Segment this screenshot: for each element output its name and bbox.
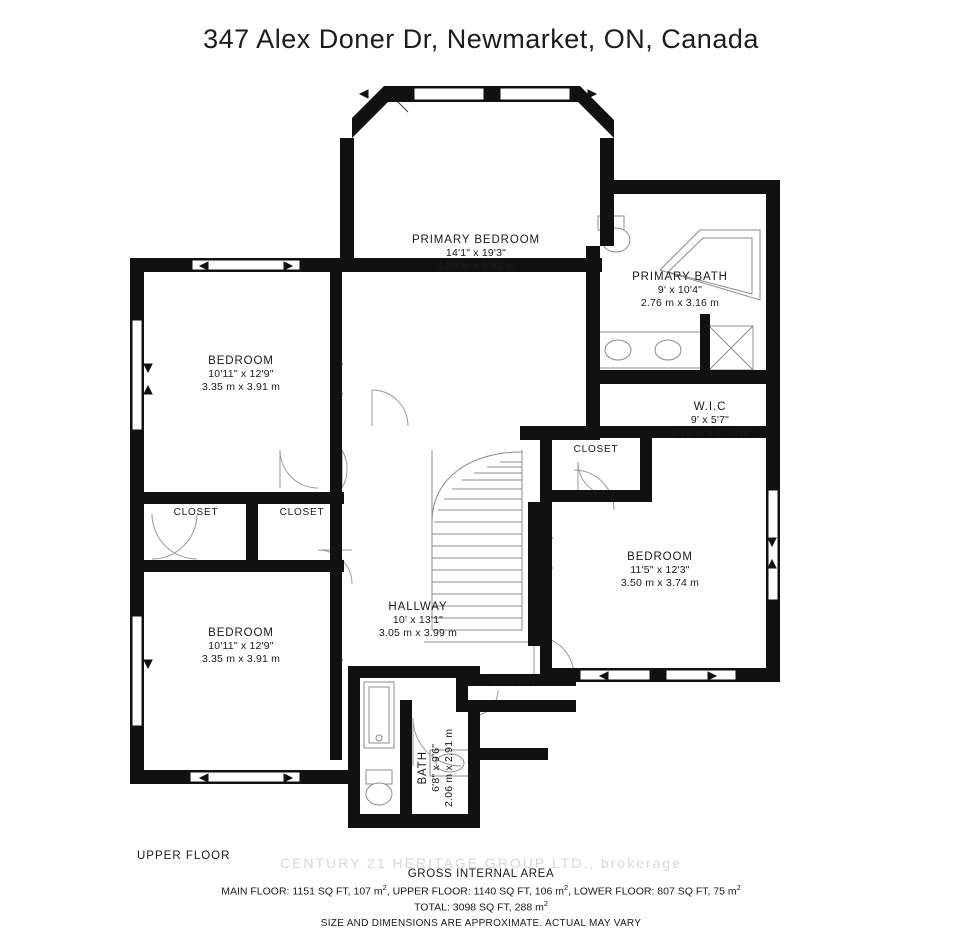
room-dim-m: 3.35 m x 3.91 m xyxy=(201,380,281,393)
room-name: BEDROOM xyxy=(627,551,693,563)
room-name: BATH xyxy=(417,751,430,785)
room-dim-ft: 9' x 10'4" xyxy=(657,284,703,297)
room-dim-m: 3.50 m x 3.74 m xyxy=(620,576,700,589)
footer-total-line: TOTAL: 3098 SQ FT, 288 $m^2$ xyxy=(414,898,548,913)
footer-main-floor: MAIN FLOOR: 1151 SQ FT, 107 m xyxy=(221,885,383,898)
footer-lower-floor: , LOWER FLOOR: 807 SQ FT, 75 m xyxy=(568,885,737,898)
room-name: PRIMARY BATH xyxy=(632,271,728,283)
room-name: HALLWAY xyxy=(388,601,448,613)
room-dim-ft: 10'11" x 12'9" xyxy=(208,368,274,381)
room-name: CLOSET xyxy=(492,676,538,687)
room-dim-m: 2.76 m x 3.16 m xyxy=(640,296,720,309)
floorplan-diagram xyxy=(0,70,962,860)
room-dim-m: 2.76 m x 1.70 m xyxy=(670,426,750,439)
room-dim-m: 4.28 m x 5.82 m xyxy=(436,259,516,272)
room-dim-m: 2.06 m x 2.91 m xyxy=(443,728,456,807)
room-name: BEDROOM xyxy=(208,355,274,367)
page-title: 347 Alex Doner Dr, Newmarket, ON, Canada xyxy=(203,24,759,54)
room-name: W.I.C xyxy=(693,401,727,413)
brokerage-watermark: CENTURY 21 HERITAGE GROUP LTD., brokerage xyxy=(279,855,683,871)
floor-label: UPPER FLOOR xyxy=(137,850,231,862)
room-name: PRIMARY BEDROOM xyxy=(411,234,541,246)
room-dim-ft: 11'5" x 12'3" xyxy=(630,564,690,577)
room-dim-ft: 10'11" x 12'9" xyxy=(208,640,274,653)
footer-heading: GROSS INTERNAL AREA xyxy=(407,868,555,880)
room-name: BEDROOM xyxy=(208,627,274,639)
room-name: CLOSET xyxy=(279,507,325,518)
floorplan-svg xyxy=(0,70,962,860)
footer-disclaimer: SIZE AND DIMENSIONS ARE APPROXIMATE. ACTUAL MAY VARY xyxy=(320,918,642,929)
gross-internal-area-footer xyxy=(0,868,962,929)
room-dim-ft: 10' x 13'1" xyxy=(392,614,444,627)
room-name: CLOSET xyxy=(573,444,619,455)
room-dim-ft: 6'8" x 9'6" xyxy=(430,743,443,792)
room-dim-m: 3.35 m x 3.91 m xyxy=(201,652,281,665)
room-dim-ft: 9' x 5'7" xyxy=(690,414,730,427)
room-dim-m: 3.05 m x 3.99 m xyxy=(378,626,458,639)
footer-upper-floor: , UPPER FLOOR: 1140 SQ FT, 106 m xyxy=(386,885,564,898)
room-name: CLOSET xyxy=(173,507,219,518)
footer-areas-line: MAIN FLOOR: 1151 SQ FT, 107 $m^2$, UPPER FLOOR: 1140 SQ FT, 106 $m^2$, LOWER FLOOR: 807 SQ FT, 75 $m^2$ xyxy=(221,883,741,898)
footer-total: TOTAL: 3098 SQ FT, 288 m xyxy=(414,901,544,913)
room-dim-ft: 14'1" x 19'3" xyxy=(445,247,507,260)
